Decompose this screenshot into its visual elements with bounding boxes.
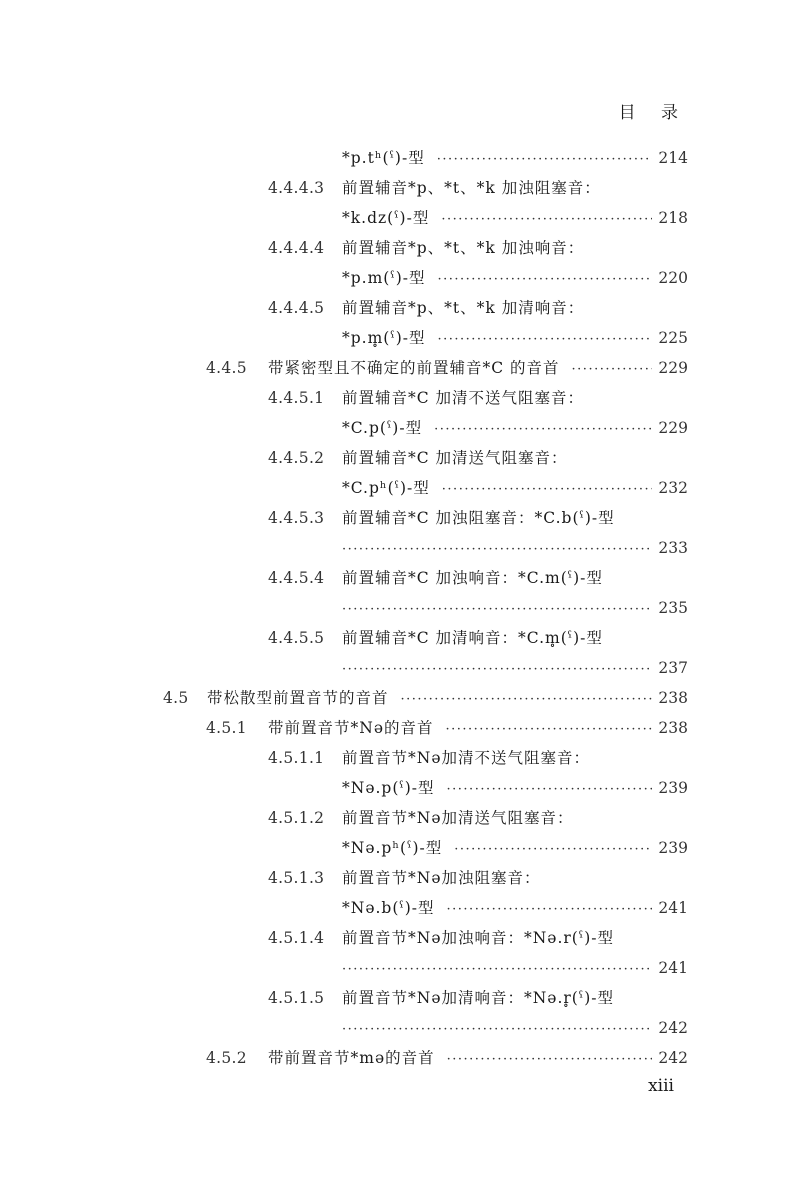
toc-entry-title: 前置辅音*C 加浊阻塞音：*C.b(ˁ)-型 [342, 509, 615, 527]
toc-entry-number: 4.4.4.3 [268, 179, 325, 197]
toc-entry [206, 713, 688, 743]
toc-entry [268, 923, 688, 953]
toc-entry-page: 237 [658, 659, 688, 677]
toc-entry [268, 563, 688, 593]
toc-entry-title: 带前置音节*mə的音首 [268, 1049, 435, 1067]
toc-entry-number: 4.5.1.4 [268, 929, 325, 947]
toc-entry-title: 前置辅音*p、*t、*k 加清响音： [342, 299, 585, 317]
toc-entry [268, 863, 688, 893]
toc-entry-title: 前置辅音*p、*t、*k 加浊响音： [342, 239, 585, 257]
dot-leader [447, 895, 653, 925]
toc-entry-title: 前置音节*Nə加浊响音：*Nə.r(ˁ)-型 [342, 929, 614, 947]
toc-entry-title: 带前置音节*Nə的音首 [268, 719, 434, 737]
toc-entry-title: *Nə.pʰ(ˁ)-型 [342, 839, 443, 857]
toc-entry [342, 953, 688, 983]
toc-entry [206, 1043, 688, 1073]
toc-entry-page: 225 [658, 329, 688, 347]
toc-entry-title: *C.pʰ(ˁ)-型 [342, 479, 430, 497]
toc-entry-title: 前置辅音*C 加清不送气阻塞音： [342, 389, 585, 407]
toc-entry [268, 233, 688, 263]
dot-leader [437, 325, 652, 355]
toc-entry-page: 218 [658, 209, 688, 227]
toc-entry-title: 前置辅音*C 加清响音：*C.m̥(ˁ)-型 [342, 629, 603, 647]
toc-entry-title: *Nə.p(ˁ)-型 [342, 779, 435, 797]
toc-entry-page: 238 [658, 689, 688, 707]
dot-leader [342, 655, 652, 685]
toc-entry-title: 前置音节*Nə加清不送气阻塞音： [342, 749, 590, 767]
toc-entry [342, 413, 688, 443]
toc-entry-page: 242 [658, 1019, 688, 1037]
toc-entry [342, 653, 688, 683]
toc-entry-number: 4.4.5.5 [268, 629, 325, 647]
dot-leader [447, 1045, 653, 1075]
toc-entry-number: 4.5.1 [206, 719, 247, 737]
toc-entry-number: 4.4.5 [206, 359, 247, 377]
toc-entry-title: 带松散型前置音节的音首 [207, 689, 389, 707]
toc-entry [342, 773, 688, 803]
toc-entry-title: 前置音节*Nə加清送气阻塞音： [342, 809, 574, 827]
toc-entry [206, 353, 688, 383]
toc-entry-number: 4.5.1.1 [268, 749, 325, 767]
page-number: xiii [648, 1076, 674, 1096]
dot-leader [342, 535, 652, 565]
toc-entry [342, 893, 688, 923]
toc-entry [342, 1013, 688, 1043]
toc-entry [342, 143, 688, 173]
toc-entry-number: 4.4.4.5 [268, 299, 325, 317]
toc-entry-page: 239 [658, 779, 688, 797]
toc-entry [268, 983, 688, 1013]
toc-entry-page: 238 [658, 719, 688, 737]
toc-entry-page: 241 [658, 899, 688, 917]
toc-entry-page: 229 [658, 419, 688, 437]
toc-entry-page: 235 [658, 599, 688, 617]
dot-leader [401, 685, 653, 715]
toc-entry [342, 473, 688, 503]
toc-entry-page: 232 [658, 479, 688, 497]
toc-entry-title: 前置音节*Nə加浊阻塞音： [342, 869, 541, 887]
toc-entry [268, 503, 688, 533]
toc-entry-number: 4.5.1.3 [268, 869, 325, 887]
toc-entry-number: 4.5.1.2 [268, 809, 325, 827]
dot-leader [342, 955, 652, 985]
toc-entry-page: 229 [658, 359, 688, 377]
toc-entry-title: *p.m̥(ˁ)-型 [342, 329, 426, 347]
toc-entry-title: 前置辅音*C 加浊响音：*C.m(ˁ)-型 [342, 569, 603, 587]
dot-leader [441, 205, 652, 235]
toc-entry-title: *k.dz(ˁ)-型 [342, 209, 430, 227]
dot-leader [342, 1015, 652, 1045]
toc-entry-page: 220 [658, 269, 688, 287]
toc-entry-number: 4.4.5.2 [268, 449, 325, 467]
toc-entry-page: 233 [658, 539, 688, 557]
dot-leader [437, 145, 653, 175]
toc-entry-title: 前置辅音*p、*t、*k 加浊阻塞音： [342, 179, 601, 197]
toc-entry-title: *p.m(ˁ)-型 [342, 269, 426, 287]
toc-entry-number: 4.4.5.4 [268, 569, 325, 587]
toc-entry-title: *p.tʰ(ˁ)-型 [342, 149, 425, 167]
dot-leader [454, 835, 652, 865]
toc-entry [342, 203, 688, 233]
dot-leader [437, 265, 652, 295]
toc-entry [342, 263, 688, 293]
toc-entry-number: 4.4.5.3 [268, 509, 325, 527]
toc-entry-page: 242 [658, 1049, 688, 1067]
toc-entry [342, 323, 688, 353]
toc-entry-page: 214 [658, 149, 688, 167]
toc-entry [268, 803, 688, 833]
dot-leader [572, 355, 653, 385]
dot-leader [446, 715, 653, 745]
dot-leader [434, 415, 652, 445]
dot-leader [442, 475, 653, 505]
toc-entry-page: 239 [658, 839, 688, 857]
toc-entry [268, 293, 688, 323]
toc-entry-title: 前置辅音*C 加清送气阻塞音： [342, 449, 568, 467]
toc-entry [268, 173, 688, 203]
toc-entry-number: 4.5.2 [206, 1049, 247, 1067]
dot-leader [342, 595, 652, 625]
toc-entry [268, 623, 688, 653]
toc-entry [342, 533, 688, 563]
toc-entry-number: 4.5 [163, 689, 189, 707]
running-header: 目 录 [618, 103, 688, 123]
toc-entry-title: 前置音节*Nə加清响音：*Nə.r̥(ˁ)-型 [342, 989, 614, 1007]
toc-entry-number: 4.5.1.5 [268, 989, 325, 1007]
toc-entry-title: 带紧密型且不确定的前置辅音*C 的音首 [268, 359, 560, 377]
toc-entry [268, 383, 688, 413]
toc-entry-title: *C.p(ˁ)-型 [342, 419, 423, 437]
dot-leader [447, 775, 653, 805]
toc-entry [268, 443, 688, 473]
toc-entry-title: *Nə.b(ˁ)-型 [342, 899, 435, 917]
toc-entry [342, 593, 688, 623]
toc-entry [163, 683, 688, 713]
toc-entry [342, 833, 688, 863]
toc-entry-number: 4.4.4.4 [268, 239, 325, 257]
toc-entry-page: 241 [658, 959, 688, 977]
toc-entry-number: 4.4.5.1 [268, 389, 325, 407]
toc-entry [268, 743, 688, 773]
